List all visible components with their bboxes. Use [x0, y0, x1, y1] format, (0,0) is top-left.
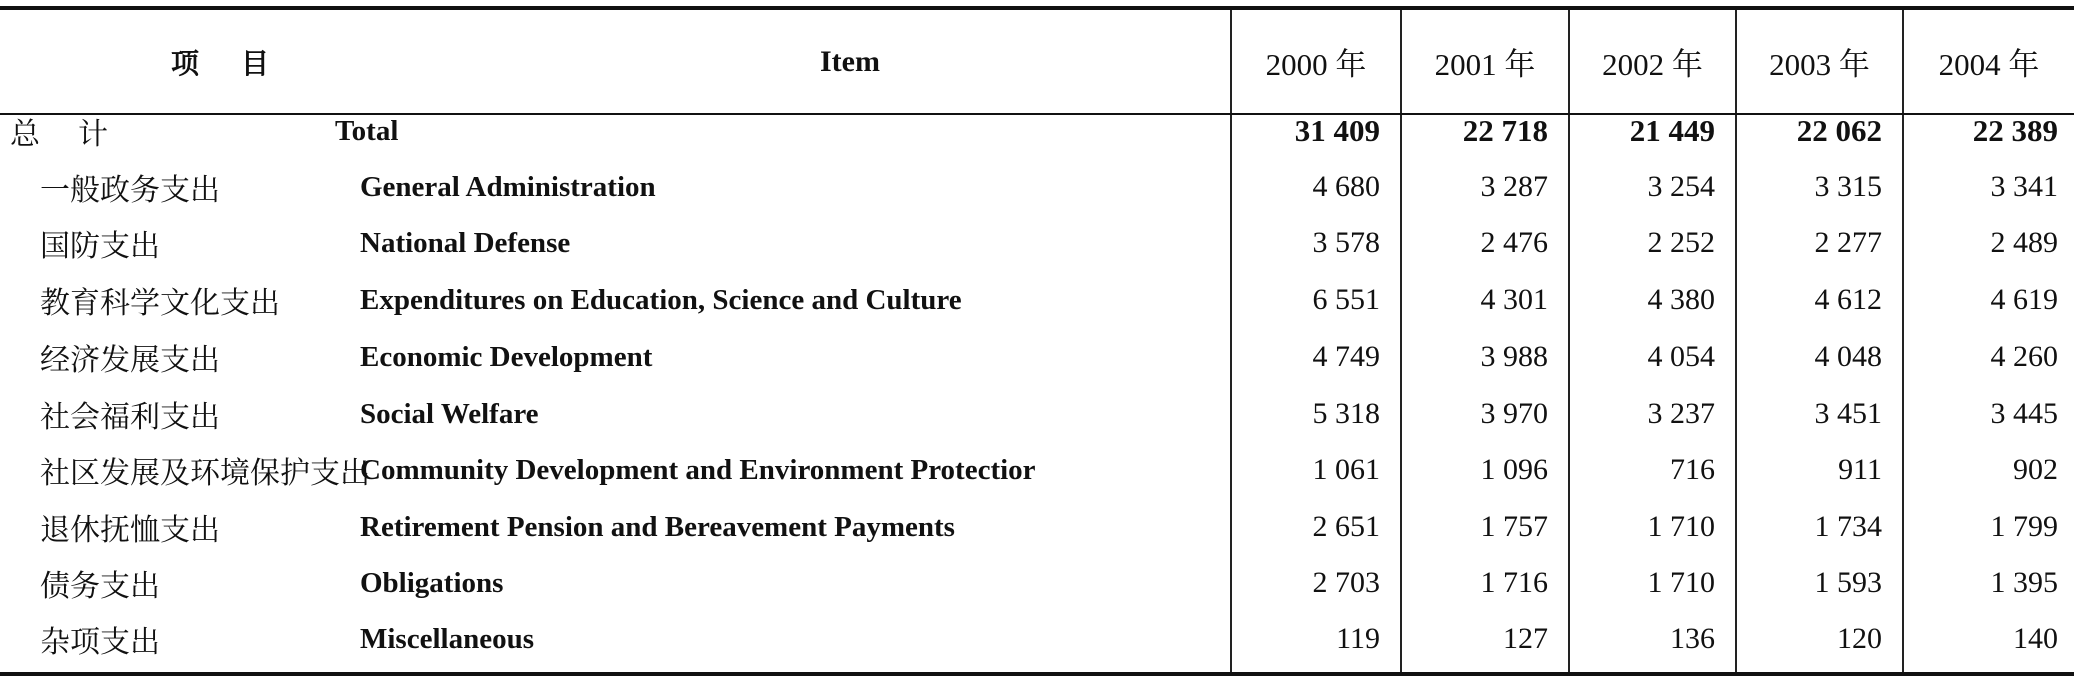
value-2004: 4 260 — [1990, 340, 2058, 373]
row-label-en: National Defense — [360, 226, 571, 259]
row-label-en: Economic Development — [360, 340, 653, 373]
row-label-en: Expenditures on Education, Science and Culture — [360, 283, 962, 316]
table-row — [0, 499, 2074, 555]
value-2003: 4 048 — [1814, 340, 1882, 373]
value-2003: 1 734 — [1814, 510, 1882, 543]
value-2004: 1 799 — [1990, 510, 2058, 543]
value-2001: 127 — [1503, 622, 1548, 655]
row-label-en: Retirement Pension and Bereavement Payments — [360, 510, 955, 543]
value-2000: 119 — [1336, 622, 1380, 655]
value-2001: 22 718 — [1462, 113, 1548, 148]
row-label-cn: 社区发展及环境保护支出 — [40, 456, 370, 491]
row-label-cn: 杂项支出 — [40, 625, 160, 660]
value-2001: 3 287 — [1480, 170, 1548, 203]
value-2000: 3 578 — [1312, 226, 1380, 259]
row-label-cn: 退休抚恤支出 — [40, 513, 220, 548]
value-2002: 136 — [1670, 622, 1715, 655]
table-row — [0, 442, 2074, 498]
value-2000: 6 551 — [1312, 283, 1380, 316]
value-2003: 22 062 — [1796, 113, 1882, 148]
value-2002: 3 254 — [1647, 170, 1715, 203]
value-2001: 1 096 — [1480, 453, 1548, 486]
value-2001: 2 476 — [1480, 226, 1548, 259]
row-label-cn: 一般政务支出 — [40, 173, 220, 208]
value-2004: 902 — [2013, 453, 2058, 486]
value-2002: 21 449 — [1629, 113, 1715, 148]
value-2000: 2 703 — [1312, 566, 1380, 599]
value-2000: 2 651 — [1312, 510, 1380, 543]
row-label-en: Miscellaneous — [360, 622, 534, 655]
value-2004: 1 395 — [1990, 566, 2058, 599]
value-2003: 2 277 — [1814, 226, 1882, 259]
value-2002: 4 054 — [1647, 340, 1715, 373]
row-label-cn: 债务支出 — [40, 569, 160, 604]
row-label-en: Community Development and Environment Protectior — [360, 453, 1036, 486]
header-year-2002: 2002 年 — [1602, 47, 1703, 82]
table-bottom-rule — [0, 672, 2074, 676]
header-item-cn: 项目 — [170, 46, 311, 80]
value-2002: 2 252 — [1647, 226, 1715, 259]
value-2002: 3 237 — [1647, 397, 1715, 430]
value-2004: 140 — [2013, 622, 2058, 655]
row-label-en: Total — [335, 114, 399, 147]
table-row — [0, 555, 2074, 611]
table-row — [0, 386, 2074, 442]
header-item-en: Item — [820, 44, 880, 78]
value-2004: 4 619 — [1990, 283, 2058, 316]
value-2001: 4 301 — [1480, 283, 1548, 316]
value-2003: 3 451 — [1814, 397, 1882, 430]
row-label-cn: 教育科学文化支出 — [40, 286, 280, 321]
value-2003: 120 — [1837, 622, 1882, 655]
value-2004: 3 445 — [1990, 397, 2058, 430]
row-label-en: Obligations — [360, 566, 504, 599]
row-label-en: Social Welfare — [360, 397, 539, 430]
value-2000: 4 749 — [1312, 340, 1380, 373]
value-2002: 1 710 — [1647, 510, 1715, 543]
value-2003: 1 593 — [1814, 566, 1882, 599]
value-2001: 3 970 — [1480, 397, 1548, 430]
value-2004: 3 341 — [1990, 170, 2058, 203]
row-label-cn: 社会福利支出 — [40, 400, 220, 435]
value-2003: 911 — [1838, 453, 1882, 486]
value-2001: 1 716 — [1480, 566, 1548, 599]
table-row — [0, 272, 2074, 328]
row-label-cn: 经济发展支出 — [40, 343, 220, 378]
header-year-2004: 2004 年 — [1938, 47, 2040, 82]
row-label-en: General Administration — [360, 170, 656, 203]
value-2000: 5 318 — [1312, 397, 1380, 430]
row-label-cn: 国防支出 — [40, 229, 160, 264]
header-year-2000: 2000 年 — [1265, 47, 1367, 82]
total-row — [0, 103, 2074, 159]
header-year-2003: 2003 年 — [1769, 47, 1870, 82]
row-label-cn: 总计 — [10, 117, 146, 152]
value-2000: 1 061 — [1312, 453, 1380, 486]
value-2003: 3 315 — [1814, 170, 1882, 203]
value-2000: 31 409 — [1294, 113, 1380, 148]
value-2001: 3 988 — [1480, 340, 1548, 373]
value-2002: 1 710 — [1647, 566, 1715, 599]
table-row — [0, 329, 2074, 385]
header-year-2001: 2001 年 — [1434, 47, 1536, 82]
value-2000: 4 680 — [1312, 170, 1380, 203]
table-row — [0, 215, 2074, 271]
table-row — [0, 159, 2074, 215]
value-2004: 22 389 — [1972, 113, 2058, 148]
value-2002: 4 380 — [1647, 283, 1715, 316]
value-2001: 1 757 — [1480, 510, 1548, 543]
value-2003: 4 612 — [1814, 283, 1882, 316]
value-2004: 2 489 — [1990, 226, 2058, 259]
table-row — [0, 611, 2074, 667]
value-2002: 716 — [1670, 453, 1715, 486]
